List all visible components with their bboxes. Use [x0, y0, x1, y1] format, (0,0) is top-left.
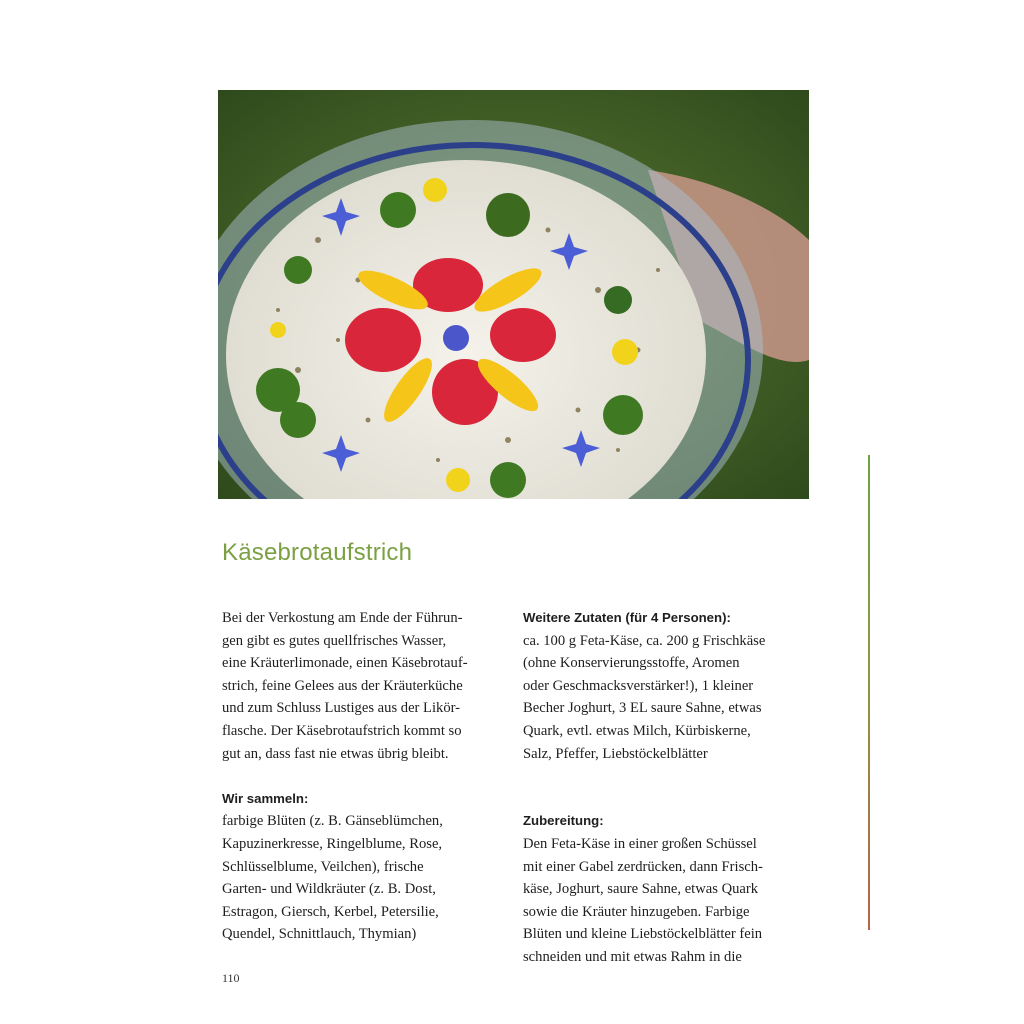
- prep-line: Blüten und kleine Liebstöckelblätter fein: [523, 926, 763, 943]
- intro-line: strich, feine Gelees aus der Kräuterküche: [222, 677, 463, 694]
- collect-line: Quendel, Schnittlauch, Thymian): [222, 926, 417, 943]
- prep-line: schneiden und mit etwas Rahm in die: [523, 948, 742, 965]
- page-number: 110: [222, 971, 240, 985]
- collect-line: farbige Blüten (z. B. Gänseblümchen,: [222, 813, 443, 830]
- collect-line: Schlüsselblume, Veilchen), frische: [222, 858, 424, 875]
- collect-line: Garten- und Wildkräuter (z. B. Dost,: [222, 881, 436, 898]
- intro-line: gut an, dass fast nie etwas übrig bleibt.: [222, 745, 449, 762]
- right-column: [523, 607, 813, 969]
- ingredients-line: (ohne Konservierungsstoffe, Aromen: [523, 655, 740, 672]
- prep-line: käse, Joghurt, saure Sahne, etwas Quark: [523, 881, 759, 898]
- ingredients-line: Quark, evtl. etwas Milch, Kürbiskerne,: [523, 722, 751, 739]
- intro-line: Bei der Verkostung am Ende der Führun-: [222, 610, 463, 626]
- herb-cheese-spread-photo: [218, 90, 809, 499]
- prep-line: mit einer Gabel zerdrücken, dann Frisch-: [523, 858, 763, 875]
- ingredients-heading: Weitere Zutaten (für 4 Personen):: [523, 610, 731, 625]
- ingredients-line: ca. 100 g Feta-Käse, ca. 200 g Frischkäse: [523, 632, 766, 649]
- ingredients-line: oder Geschmacksverstärker!), 1 kleiner: [523, 677, 754, 694]
- intro-line: flasche. Der Käsebrotaufstrich kommt so: [222, 722, 462, 739]
- intro-line: und zum Schluss Lustiges aus der Likör-: [222, 700, 461, 717]
- page-edge-stripe: [868, 455, 870, 930]
- photo-illustration: [218, 90, 809, 499]
- ingredients-line: Becher Joghurt, 3 EL saure Sahne, etwas: [523, 700, 762, 717]
- collect-line: Estragon, Giersch, Kerbel, Petersilie,: [222, 903, 439, 920]
- intro-line: gen gibt es gutes quellfrisches Wasser,: [222, 632, 447, 649]
- recipe-title: Käsebrotaufstrich: [222, 539, 413, 566]
- prep-line: Den Feta-Käse in einer großen Schüssel: [523, 835, 757, 852]
- collect-line: Kapuzinerkresse, Ringelblume, Rose,: [222, 835, 443, 852]
- intro-line: eine Kräuterlimonade, einen Käsebrotauf-: [222, 655, 468, 672]
- prep-heading: Zubereitung:: [523, 813, 604, 829]
- collect-heading: Wir sammeln:: [222, 790, 309, 806]
- ingredients-line: Salz, Pfeffer, Liebstöckelblätter: [523, 745, 708, 762]
- prep-line: sowie die Kräuter hinzugeben. Farbige: [523, 903, 750, 920]
- left-column: [222, 607, 512, 946]
